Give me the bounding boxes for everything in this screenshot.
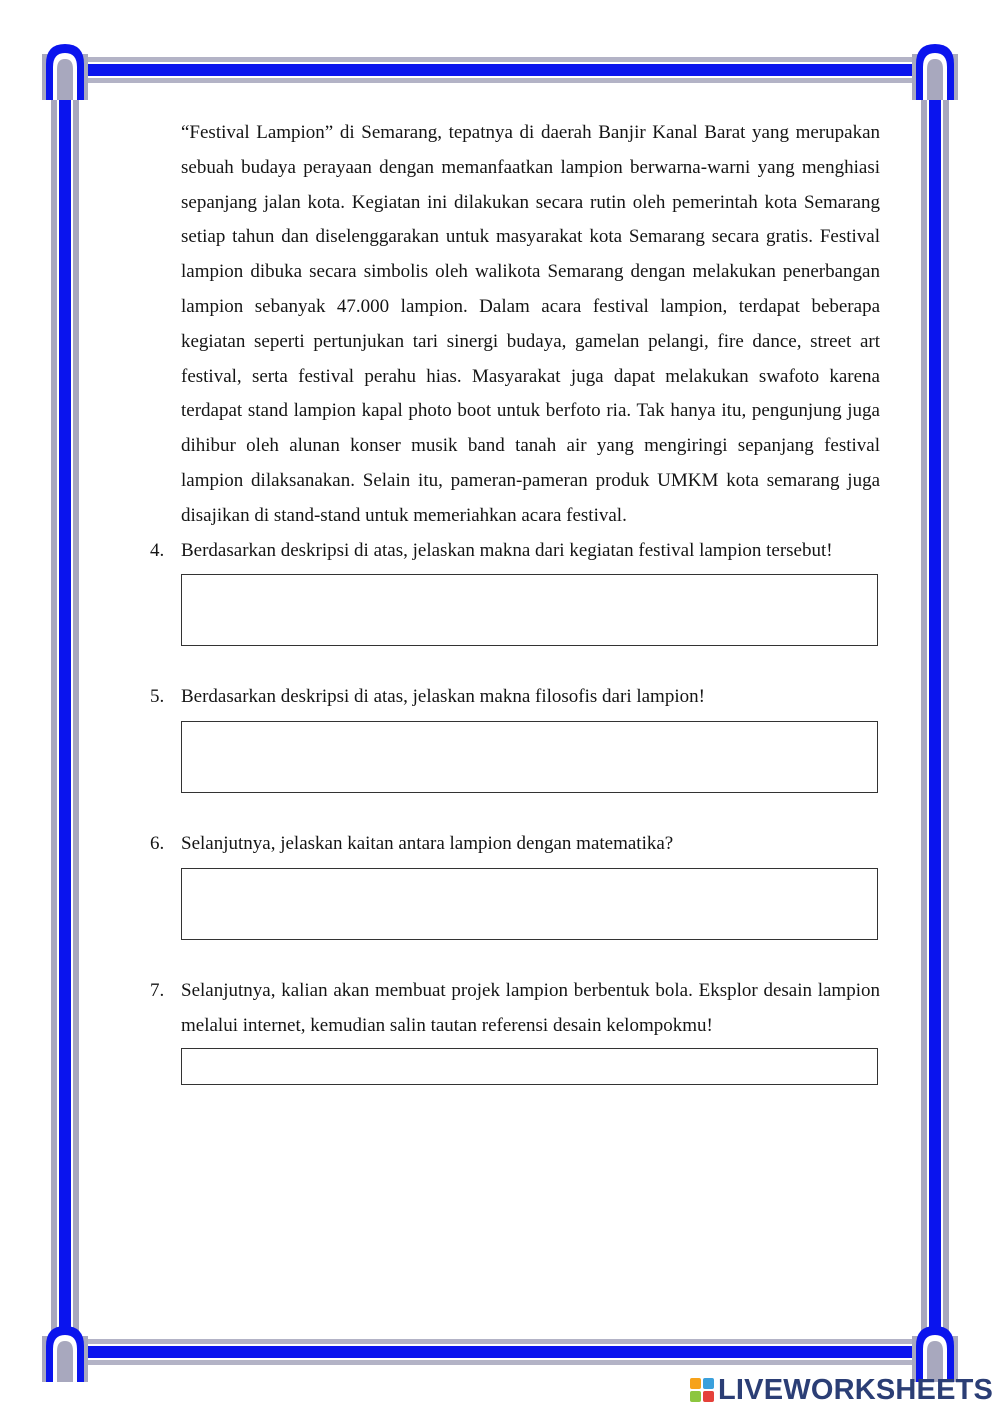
- worksheet-content: [150, 116, 880, 1085]
- question-6: [150, 827, 880, 862]
- question-text: Berdasarkan deskripsi di atas, jelaskan makna filosofis dari lampion!: [181, 686, 705, 708]
- question-7: [150, 974, 880, 1044]
- border-right: [921, 64, 949, 1352]
- border-top: [62, 57, 938, 83]
- answer-box-7[interactable]: [181, 1048, 878, 1085]
- question-text: Berdasarkan deskripsi di atas, jelaskan makna dari kegiatan festival lampion tersebut!: [181, 539, 833, 561]
- corner-arch-bottom-left: [42, 1322, 88, 1382]
- answer-box-6[interactable]: [181, 868, 878, 940]
- question-text: Selanjutnya, kalian akan membuat projek lampion berbentuk bola. Eksplor desain lampion melalui internet, kemudian salin tautan referensi desain kelompokmu!: [181, 979, 880, 1036]
- corner-arch-top-left: [42, 40, 88, 100]
- liveworksheets-watermark: [690, 1374, 993, 1406]
- question-5: [150, 680, 880, 715]
- border-left: [51, 64, 79, 1352]
- question-number: 5.: [150, 686, 165, 708]
- question-number: 6.: [150, 833, 165, 855]
- corner-arch-top-right: [912, 40, 958, 100]
- question-number: 7.: [150, 979, 165, 1001]
- answer-box-5[interactable]: [181, 721, 878, 793]
- intro-paragraph: “Festival Lampion” di Semarang, tepatnya di daerah Banjir Kanal Barat yang merupakan sebuah budaya perayaan dengan memanfaatkan lampion berwarna-warni yang menghiasi sepanjang jalan kota. Kegiatan ini dilakukan secara rutin oleh pemerintah kota Semarang setiap tahun dan diselenggarakan untuk masyarakat kota Semarang secara gratis. Festival lampion dibuka secara simbolis oleh walikota Semarang dengan melakukan penerbangan lampion sebanyak 47.000 lampion. Dalam acara festival lampion, terdapat beberapa kegiatan seperti pertunjukan tari sinergi budaya, gamelan pelangi, fire dance, street art festival, serta festival perahu hias. Masyarakat juga dapat melakukan swafoto karena terdapat stand lampion kapal photo boot untuk berfoto ria. Tak hanya itu, pengunjung juga dihibur oleh alunan konser musik band tanah air yang mengiringi sepanjang festival lampion dilaksanakan. Selain itu, pameran-pameran produk UMKM kota semarang juga disajikan di stand-stand untuk memeriahkan acara festival.: [181, 122, 880, 526]
- liveworksheets-logo-icon: [690, 1378, 714, 1402]
- border-bottom: [62, 1339, 938, 1365]
- watermark-text: LIVEWORKSHEETS: [718, 1373, 994, 1406]
- question-text: Selanjutnya, jelaskan kaitan antara lampion dengan matematika?: [181, 833, 674, 855]
- answer-box-4[interactable]: [181, 574, 878, 646]
- question-number: 4.: [150, 539, 165, 561]
- question-4: [150, 534, 880, 569]
